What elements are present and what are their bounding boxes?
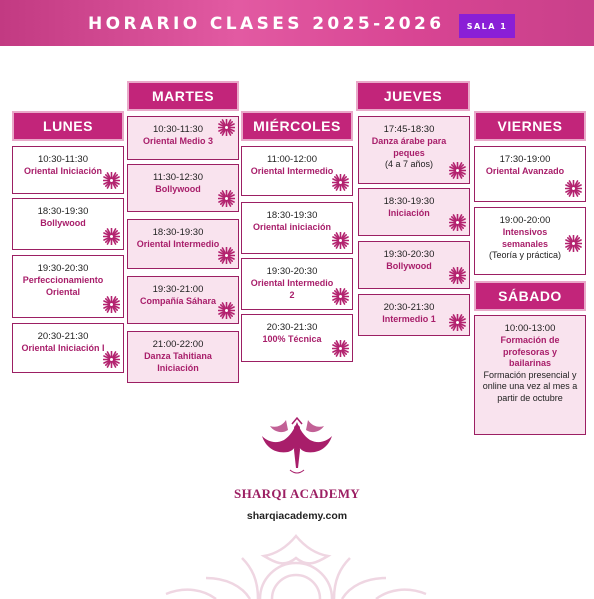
class-name: Bollywood xyxy=(386,261,432,271)
class-name: Oriental Iniciación I xyxy=(21,343,105,353)
class-name: Danza Tahitiana Iniciación xyxy=(144,351,212,373)
star-burst-icon xyxy=(218,119,235,136)
day-header-jueves: JUEVES xyxy=(356,81,470,111)
class-card-jueves-2 xyxy=(358,188,470,236)
class-time: 19:30-21:00 xyxy=(152,284,204,295)
class-time: 11:30-12:30 xyxy=(152,172,203,183)
star-burst-icon xyxy=(565,235,582,252)
class-time: 19:30-20:30 xyxy=(266,266,318,277)
brand-name: SHARQI ACADEMY xyxy=(234,486,360,501)
class-card-miercoles-2 xyxy=(241,202,353,254)
star-burst-icon xyxy=(103,351,120,368)
header-banner xyxy=(0,0,594,46)
class-time: 20:30-21:30 xyxy=(37,331,89,342)
class-time: 19:30-20:30 xyxy=(37,263,89,274)
star-burst-icon xyxy=(332,174,349,191)
class-note: (4 a 7 años) xyxy=(384,159,434,169)
class-time: 20:30-21:30 xyxy=(266,322,318,333)
class-time: 18:30-19:30 xyxy=(266,210,318,221)
class-name: Oriental Iniciación xyxy=(23,166,103,176)
day-header-martes: MARTES xyxy=(127,81,239,111)
class-name: Bollywood xyxy=(155,184,201,194)
star-burst-icon xyxy=(449,162,466,179)
class-note: (Teoría y práctica) xyxy=(488,250,562,260)
class-time: 20:30-21:30 xyxy=(383,302,435,313)
day-header-sabado: SÁBADO xyxy=(474,281,586,311)
class-card-martes-5 xyxy=(127,331,239,383)
class-card-miercoles-3 xyxy=(241,258,353,310)
class-time: 19:00-20:00 xyxy=(499,215,551,226)
class-time: 21:00-22:00 xyxy=(152,339,204,350)
class-note: Formación presencial y online una vez al mes a partir de octubre xyxy=(482,369,578,403)
star-burst-icon xyxy=(565,180,582,197)
class-name: Formación de profesoras y bailarinas xyxy=(500,335,560,368)
class-time: 18:30-19:30 xyxy=(152,227,204,238)
class-card-miercoles-4 xyxy=(241,314,353,362)
star-burst-icon xyxy=(103,172,120,189)
class-time: 17:45-18:30 xyxy=(383,124,435,135)
class-card-viernes-2 xyxy=(474,207,586,275)
winged-dancer-logo-icon xyxy=(256,414,338,484)
mandala-ornament-icon xyxy=(146,528,446,599)
class-card-lunes-3 xyxy=(12,255,124,318)
class-name: Danza árabe para peques xyxy=(371,136,447,158)
class-name: Oriental Intermedio 2 xyxy=(250,278,334,300)
class-card-viernes-1 xyxy=(474,146,586,202)
class-time: 10:30-11:30 xyxy=(152,124,203,135)
class-card-jueves-1 xyxy=(358,116,470,184)
star-burst-icon xyxy=(332,340,349,357)
star-burst-icon xyxy=(103,228,120,245)
class-name: Compañía Sáhara xyxy=(139,296,217,306)
star-burst-icon xyxy=(449,267,466,284)
class-time: 17:30-19:00 xyxy=(499,154,551,165)
class-name: Oriental iniciación xyxy=(252,222,332,232)
class-name: Perfeccionamiento Oriental xyxy=(22,275,104,297)
class-card-jueves-4 xyxy=(358,294,470,336)
class-card-lunes-2 xyxy=(12,198,124,250)
class-card-martes-1 xyxy=(127,116,239,160)
class-card-martes-2 xyxy=(127,164,239,212)
class-time: 11:00-12:00 xyxy=(266,154,317,165)
class-name: Bollywood xyxy=(40,218,86,228)
star-burst-icon xyxy=(218,302,235,319)
class-time: 10:30-11:30 xyxy=(37,154,88,165)
class-time: 19:30-20:30 xyxy=(383,249,435,260)
star-burst-icon xyxy=(332,232,349,249)
class-card-lunes-1 xyxy=(12,146,124,194)
class-name: Intermedio 1 xyxy=(382,314,436,324)
class-name: Oriental Medio 3 xyxy=(142,136,213,146)
class-name: 100% Técnica xyxy=(262,334,322,344)
day-header-lunes: LUNES xyxy=(12,111,124,141)
class-time: 18:30-19:30 xyxy=(37,206,89,217)
class-card-miercoles-1 xyxy=(241,146,353,196)
class-time: 18:30-19:30 xyxy=(383,196,435,207)
star-burst-icon xyxy=(103,296,120,313)
star-burst-icon xyxy=(218,190,235,207)
star-burst-icon xyxy=(449,214,466,231)
day-header-viernes: VIERNES xyxy=(474,111,586,141)
class-name: Oriental Intermedio xyxy=(250,166,334,176)
star-burst-icon xyxy=(332,288,349,305)
class-name: Oriental Intermedio xyxy=(136,239,220,249)
website-link[interactable]: sharqiacademy.com xyxy=(246,510,348,522)
class-time: 10:00-13:00 xyxy=(504,323,556,334)
class-name: Iniciación xyxy=(388,208,430,218)
day-header-miercoles: MIÉRCOLES xyxy=(241,111,353,141)
page-title: HORARIO CLASES 2025-2026 xyxy=(88,14,445,34)
class-name: Oriental Avanzado xyxy=(485,166,565,176)
room-badge: SALA 1 xyxy=(459,14,515,38)
class-card-martes-4 xyxy=(127,276,239,324)
class-card-jueves-3 xyxy=(358,241,470,289)
star-burst-icon xyxy=(218,247,235,264)
class-card-lunes-4 xyxy=(12,323,124,373)
star-burst-icon xyxy=(449,314,466,331)
class-card-martes-3 xyxy=(127,219,239,269)
class-name: Intensivos semanales xyxy=(501,227,549,249)
class-card-sabado-1 xyxy=(474,315,586,435)
